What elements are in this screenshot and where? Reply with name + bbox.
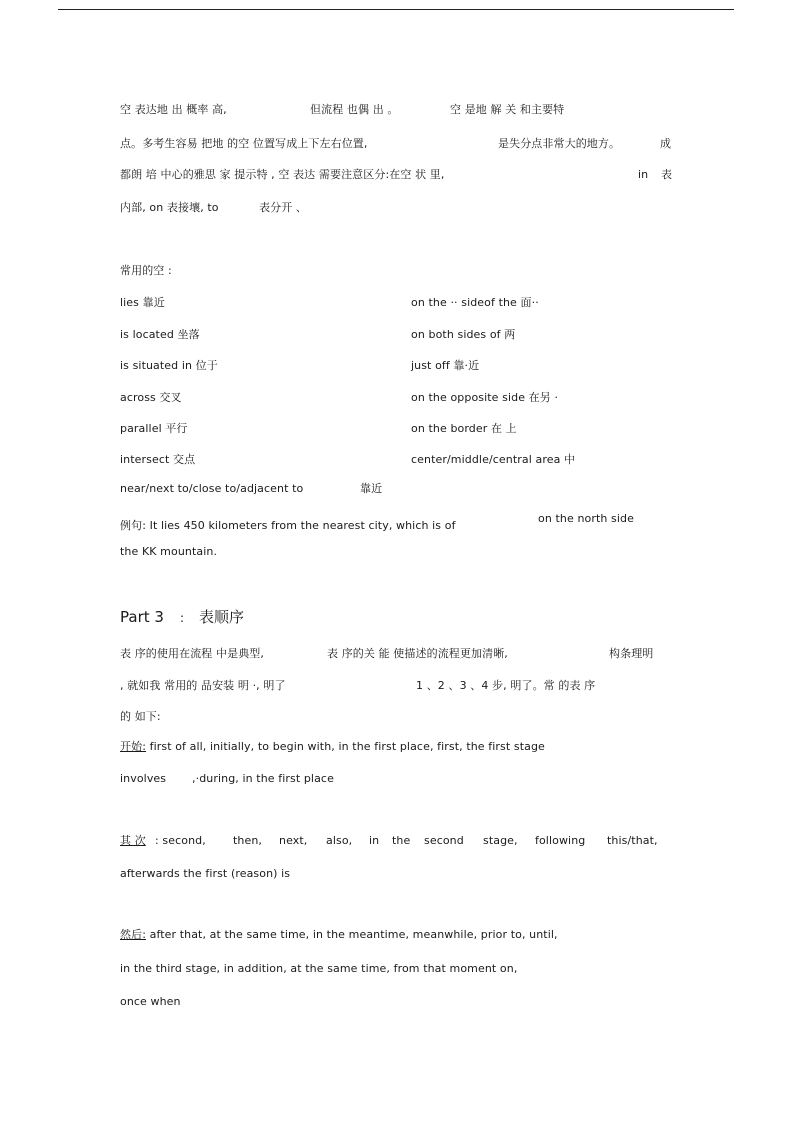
vocab-heading: 常用的空 : — [120, 264, 172, 277]
second-word: following — [535, 834, 586, 847]
part3-p1-b: 表 序的关 能 使描述的流程更加清晰, — [327, 647, 508, 660]
vocab-left-item: intersect 交点 — [120, 453, 196, 466]
part3-p2-b: 1 、2 、3 、4 步, 明了。常 的表 序 — [416, 679, 596, 692]
intro-line3-a: 都朗 培 中心的雅思 家 提示特 , 空 表达 需要注意区分:在空 状 里, — [120, 168, 445, 181]
second-word: the — [392, 834, 411, 847]
vocab-right-item: center/middle/central area 中 — [411, 453, 576, 466]
intro-line3-c: 表 — [661, 168, 673, 181]
vocab-left-item: across 交叉 — [120, 391, 182, 404]
part3-p2-a: , 就如我 常用的 品安装 明 ·, 明了 — [120, 679, 286, 692]
begin-line2-a: involves — [120, 772, 167, 785]
second-word: then, — [233, 834, 263, 847]
part3-title: Part 3 — [120, 608, 164, 626]
vocab-left-item: parallel 平行 — [120, 422, 188, 435]
vocab-right-item: on the opposite side 在另 · — [411, 391, 559, 404]
vocab-left-extra: 靠近 — [360, 482, 383, 495]
then-line1 — [120, 928, 558, 942]
second-word: in — [369, 834, 380, 847]
second-word: next, — [279, 834, 308, 847]
part3-p3: 的 如下: — [120, 710, 161, 723]
vocab-left-item: is situated in 位于 — [120, 359, 218, 372]
intro-line1-b: 但流程 也偶 出 。 — [310, 103, 399, 116]
vocab-right-item: on the border 在 上 — [411, 422, 517, 435]
second-word: : second, — [155, 834, 206, 847]
begin-label: 开始: — [120, 740, 147, 753]
then-label: 然后: — [120, 928, 147, 941]
begin-text: first of all, initially, to begin with, in the first place, first, the first stage — [146, 740, 545, 753]
vocab-right-item: on the ·· sideof the 面·· — [411, 296, 539, 309]
example-line1: 例句: It lies 450 kilometers from the nearest city, which is of — [120, 519, 456, 532]
vocab-left-item: is located 坐落 — [120, 328, 200, 341]
intro-line2-c: 成 — [660, 137, 672, 150]
second-line2: afterwards the first (reason) is — [120, 867, 291, 880]
vocab-right-item: on both sides of 两 — [411, 328, 516, 341]
part3-subtitle: 表顺序 — [199, 608, 245, 626]
intro-line3-b: in — [638, 168, 649, 181]
part3-separator: : — [180, 611, 185, 625]
intro-line1-c: 空 是地 解 关 和主要特 — [450, 103, 565, 116]
begin-line1 — [120, 740, 545, 754]
example-line2: the KK mountain. — [120, 545, 218, 558]
intro-line4-b: 表分开 、 — [259, 201, 307, 214]
header-rule — [58, 9, 734, 10]
example-line1-tail: on the north side — [538, 512, 634, 525]
intro-line2-a: 点。多考生容易 把地 的空 位置写成上下左右位置, — [120, 137, 368, 150]
intro-line1-a: 空 表达地 出 概率 高, — [120, 103, 227, 116]
then-text: after that, at the same time, in the meantime, meanwhile, prior to, until, — [146, 928, 558, 941]
second-word: stage, — [483, 834, 518, 847]
second-word: also, — [326, 834, 353, 847]
then-line2: in the third stage, in addition, at the same time, from that moment on, — [120, 962, 518, 975]
vocab-right-item: just off 靠·近 — [411, 359, 480, 372]
part3-p1-a: 表 序的使用在流程 中是典型, — [120, 647, 264, 660]
vocab-left-item: near/next to/close to/adjacent to — [120, 482, 304, 495]
intro-line2-b: 是失分点非常大的地方。 — [498, 137, 621, 150]
second-word: this/that, — [607, 834, 658, 847]
vocab-left-item: lies 靠近 — [120, 296, 165, 309]
then-line3: once when — [120, 995, 181, 1008]
second-word: second — [424, 834, 464, 847]
begin-line2-b: ,·during, in the first place — [192, 772, 334, 785]
part3-p1-c: 构条理明 — [609, 647, 654, 660]
intro-line4-a: 内部, on 表接壤, to — [120, 201, 219, 214]
second-label: 其 次 — [120, 834, 146, 847]
